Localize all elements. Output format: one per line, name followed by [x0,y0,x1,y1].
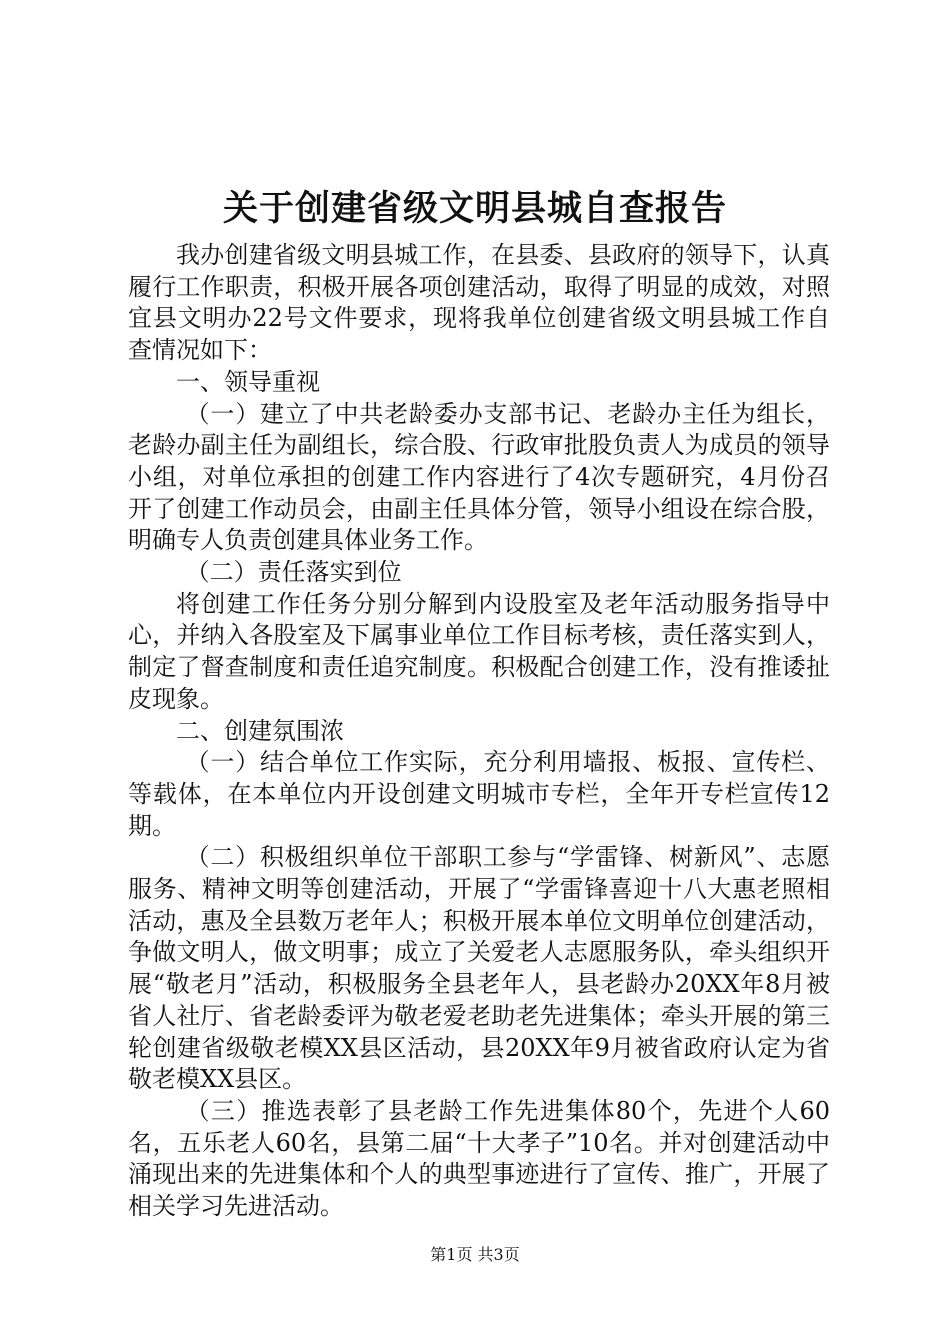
section-heading-1: 一、领导重视 [176,367,320,396]
paragraph-1-2: 将创建工作任务分别分解到内设股室及老年活动服务指导中心，并纳入各股室及下属事业单位工作目标考核，责任落实到人，制定了督查制度和责任追究制度。积极配合创建工作，没有推诿扯皮现象。 [128,589,830,713]
page-footer: 第1页 共3页 [430,1245,520,1264]
paragraph-1-1: （一）建立了中共老龄委办支部书记、老龄办主任为组长，老龄办副主任为副组长，综合股、行政审批股负责人为成员的领导小组，对单位承担的创建工作内容进行了4次专题研究，4月份召开了创建工作动员会，由副主任具体分管，领导小组设在综合股，明确专人负责创建具体业务工作。 [128,399,830,555]
paragraph-intro: 我办创建省级文明县城工作，在县委、县政府的领导下，认真履行工作职责，积极开展各项创建活动，取得了明显的成效，对照宜县文明办22号文件要求，现将我单位创建省级文明县城工作自查情况如下： [128,241,830,365]
paragraph-2-3: （三）推选表彰了县老龄工作先进集体80个，先进个人60名，五乐老人60名，县第二届“十大孝子”10名。并对创建活动中涌现出来的先进集体和个人的典型事迹进行了宣传、推广，开展了相关学习先进活动。 [128,1096,830,1221]
section-heading-2: 二、创建氛围浓 [176,716,344,745]
subheading-1-2: （二）责任落实到位 [185,558,402,587]
paragraph-2-1: （一）结合单位工作实际，充分利用墙报、板报、宣传栏、等载体，在本单位内开设创建文明城市专栏，全年开专栏宣传12期。 [128,748,830,840]
document-body [128,240,830,1223]
paragraph-2-2: （二）积极组织单位干部职工参与“学雷锋、树新风”、志愿服务、精神文明等创建活动，开展了“学雷锋喜迎十八大惠老照相活动，惠及全县数万老年人；积极开展本单位文明单位创建活动，争做文明人，做文明事；成立了关爱老人志愿服务队，牵头组织开展“敬老月”活动，积极服务全县老年人，县老龄办20XX年8月被省人社厅、省老龄委评为敬老爱老助老先进集体；牵头开展的第三轮创建省级敬老模XX县区活动，县20XX年9月被省政府认定为省敬老模XX县区。 [128,843,830,1094]
document-title: 关于创建省级文明县城自查报告 [222,188,727,229]
